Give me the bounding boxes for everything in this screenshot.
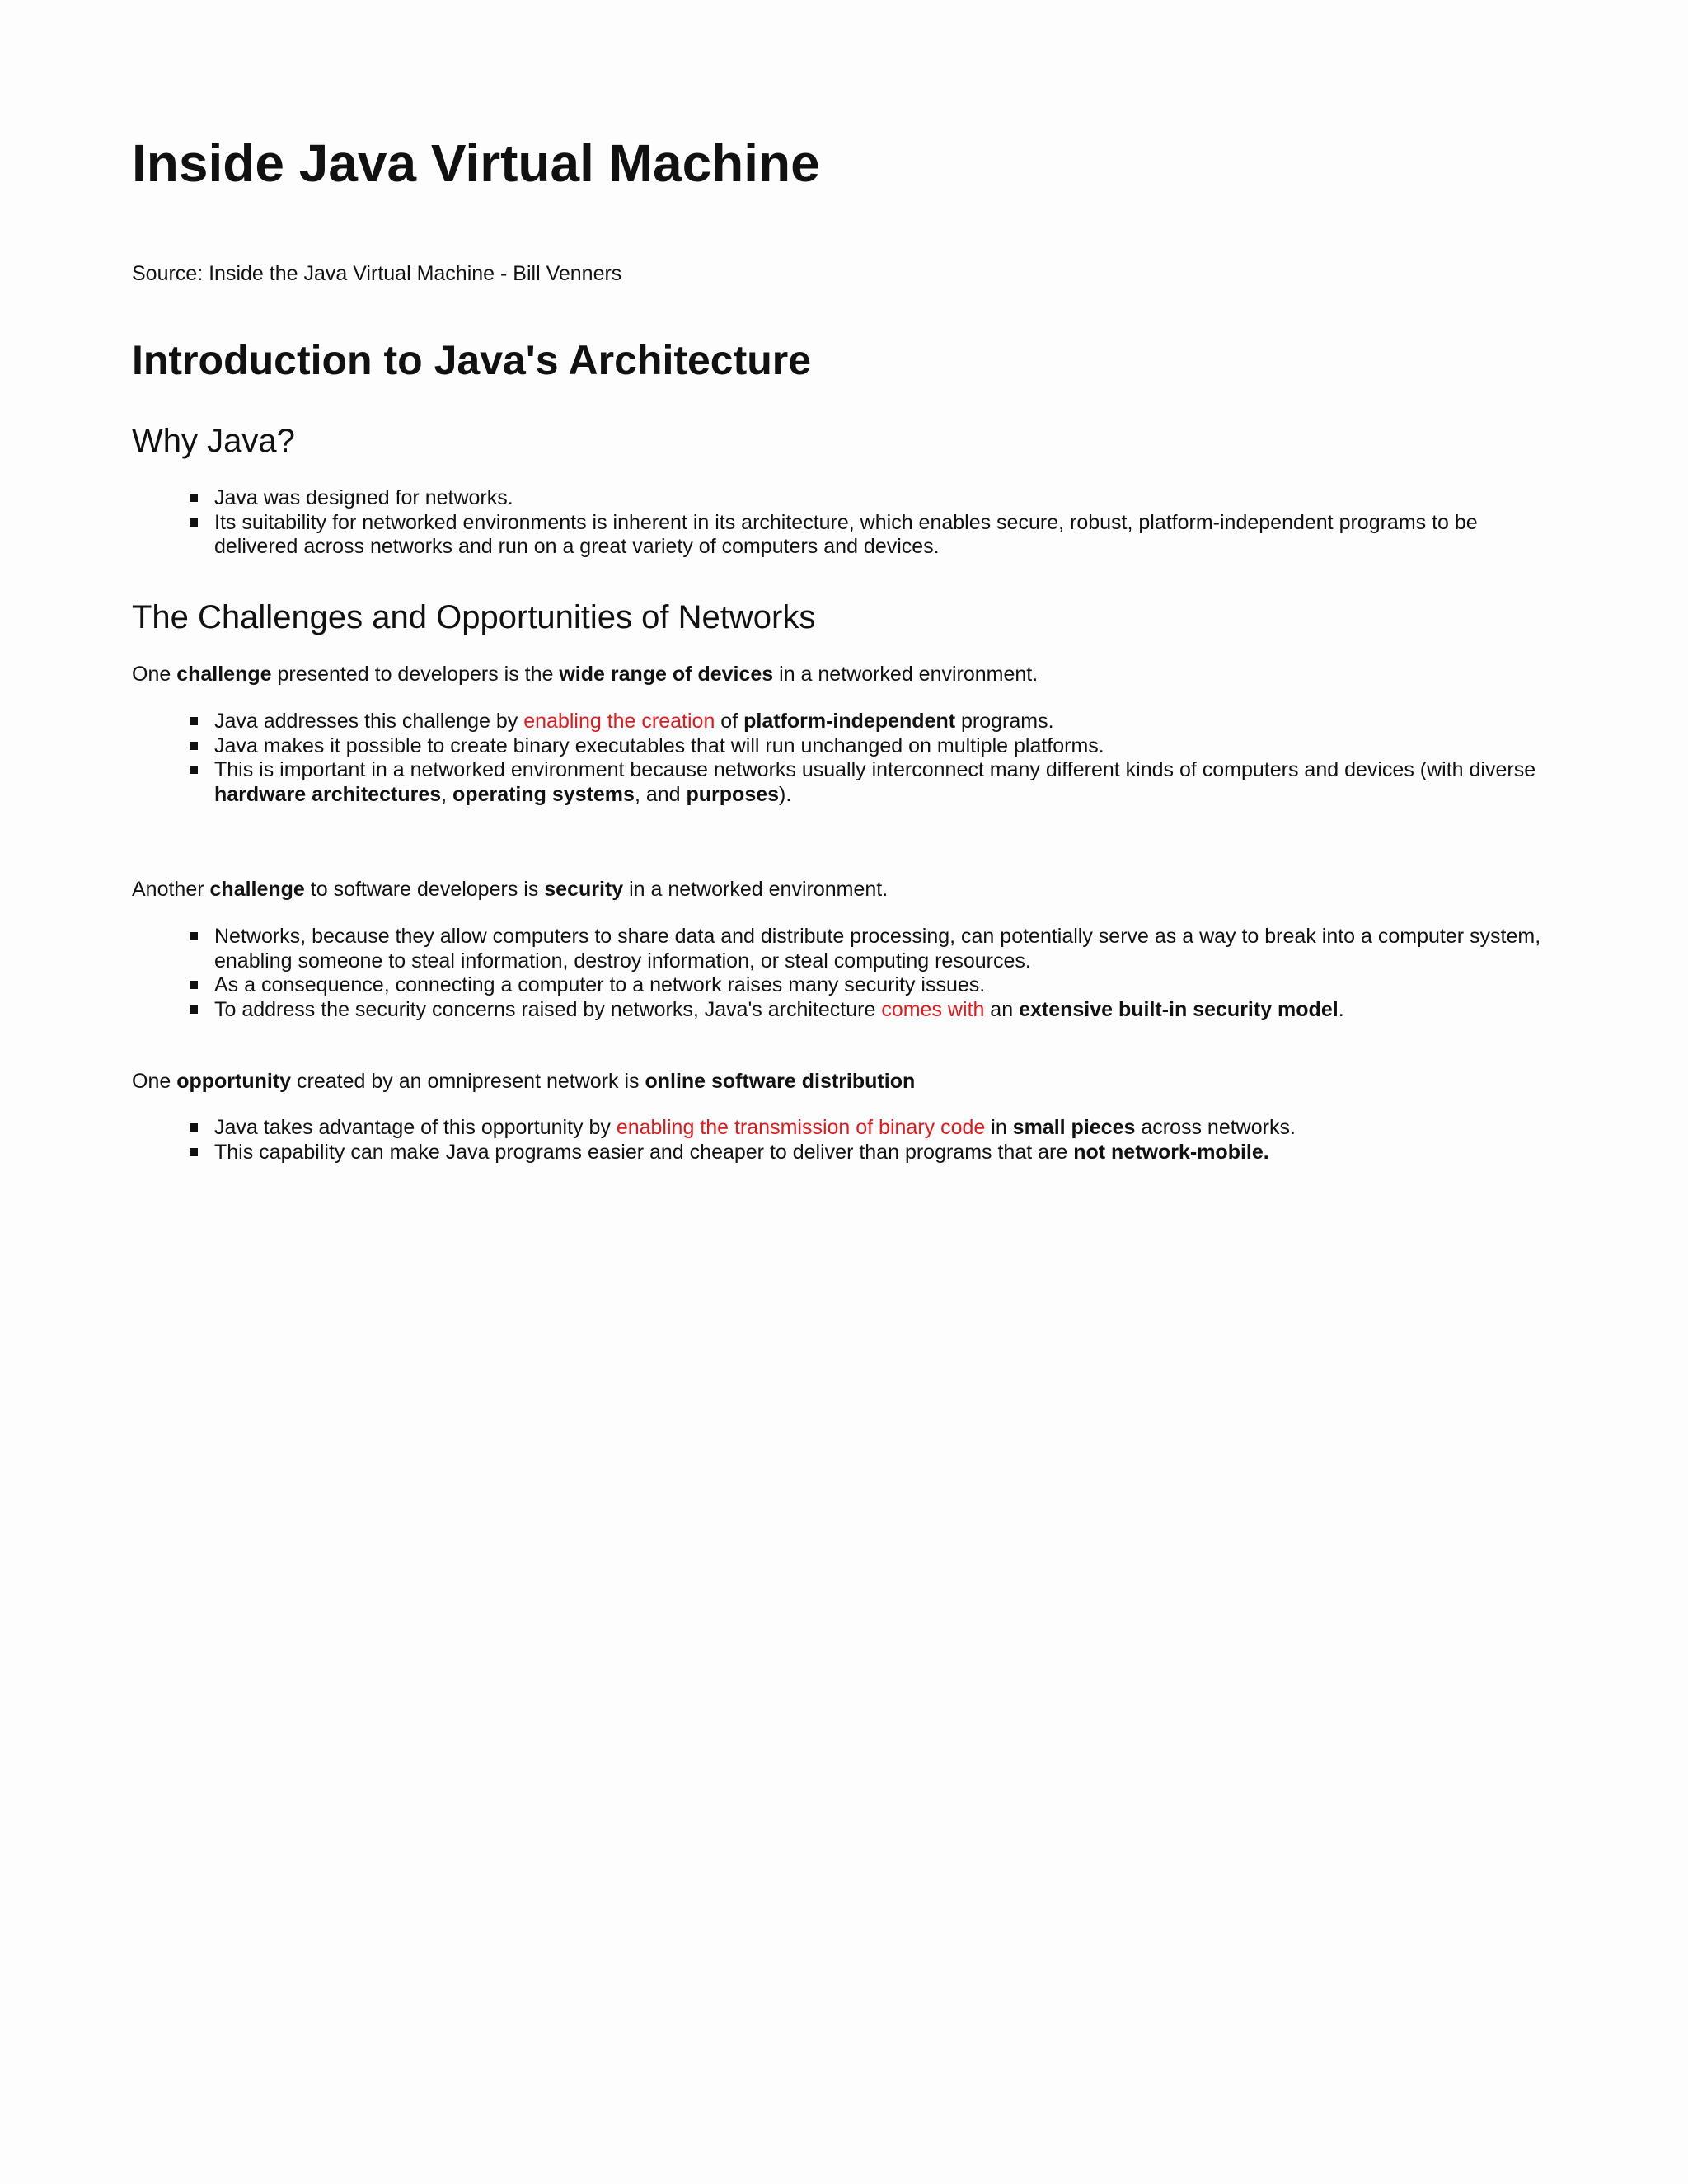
list-item-text: of [715,710,744,733]
square-bullet-icon [190,1148,198,1156]
highlighted-phrase: enabling the transmission of binary code [616,1116,986,1139]
list-item-text: This is important in a networked environment because networks usually interconnect many different kinds of computers and devices (with diverse [214,758,1536,781]
list-item-text: Java was designed for networks. [214,486,513,509]
list-item [214,1116,1566,1141]
distribution-list [214,1116,1566,1165]
paragraph-text: to software developers is [304,878,545,901]
list-item [214,973,1566,998]
square-bullet-icon [190,494,198,502]
bold-term: opportunity [176,1070,292,1093]
bold-term: purposes [686,782,780,806]
highlighted-phrase: enabling the creation [523,710,715,733]
square-bullet-icon [190,1005,198,1014]
square-bullet-icon [190,1123,198,1132]
square-bullet-icon [190,766,198,774]
challenges-heading: The Challenges and Opportunities of Networks [132,599,816,635]
challenge-paragraph [132,661,1038,687]
bold-term: not network-mobile. [1073,1140,1269,1164]
bold-term: challenge [209,878,305,901]
list-item [214,486,1566,511]
why-java-list [214,486,1566,560]
source-citation: Source: Inside the Java Virtual Machine - Bill Venners [132,262,622,285]
list-item-text: As a consequence, connecting a computer to a network raises many security issues. [214,973,986,996]
list-item [214,734,1566,759]
section-heading: Introduction to Java's Architecture [132,337,812,383]
list-item-text: an [984,997,1020,1021]
list-item-text: Networks, because they allow computers to share data and distribute processing, can potentially serve as a way to break into a computer system, enabling someone to steal information, destroy information, or steal computing resources. [214,925,1541,972]
square-bullet-icon [190,717,198,725]
square-bullet-icon [190,518,198,527]
list-item-text: To address the security concerns raised by networks, Java's architecture [214,997,882,1021]
list-item-text: Java addresses this challenge by [214,710,524,733]
bold-term: security [544,878,624,901]
bold-term: extensive built-in security model [1019,997,1339,1021]
list-item-text: across networks. [1135,1116,1296,1139]
list-item-text: This capability can make Java programs easier and cheaper to deliver than programs that are [214,1140,1074,1164]
paragraph-text: in a networked environment. [773,663,1039,686]
paragraph-text: presented to developers is the [271,663,560,686]
list-item [214,710,1566,734]
document-title: Inside Java Virtual Machine [132,134,820,193]
bold-term: hardware architectures [214,782,442,806]
square-bullet-icon [190,742,198,750]
list-item [214,925,1566,973]
list-item [214,758,1566,807]
security-list [214,925,1566,1022]
bold-term: online software distribution [645,1070,916,1093]
highlighted-phrase: comes with [881,997,985,1021]
list-item [214,1141,1566,1165]
list-item-text: . [1338,997,1344,1021]
list-item [214,998,1566,1023]
list-item-text: , and [634,782,687,806]
list-item [214,511,1566,560]
list-item-text: ). [779,782,792,806]
list-item-text: , [441,782,453,806]
why-java-heading: Why Java? [132,423,295,459]
paragraph-text: created by an omnipresent network is [291,1070,645,1093]
bold-term: wide range of devices [559,663,774,686]
square-bullet-icon [190,981,198,989]
list-item-text: Its suitability for networked environments is inherent in its architecture, which enables secure, robust, platform-independent programs to be delivered across networks and run on a great variety of computers and devices. [214,510,1478,558]
paragraph-text: in a networked environment. [623,878,889,901]
paragraph-text: One [132,1070,177,1093]
security-paragraph [132,876,888,902]
list-item-text: programs. [955,710,1054,733]
bold-term: challenge [176,663,272,686]
bold-term: small pieces [1012,1116,1136,1139]
paragraph-text: Another [132,878,210,901]
list-item-text: in [985,1116,1013,1139]
square-bullet-icon [190,932,198,940]
bold-term: operating systems [452,782,635,806]
bold-term: platform-independent [743,710,956,733]
opportunity-paragraph [132,1068,915,1094]
list-item-text: Java makes it possible to create binary executables that will run unchanged on multiple platforms. [214,733,1104,757]
platform-list [214,710,1566,807]
list-item-text: Java takes advantage of this opportunity by [214,1116,617,1139]
paragraph-text: One [132,663,177,686]
